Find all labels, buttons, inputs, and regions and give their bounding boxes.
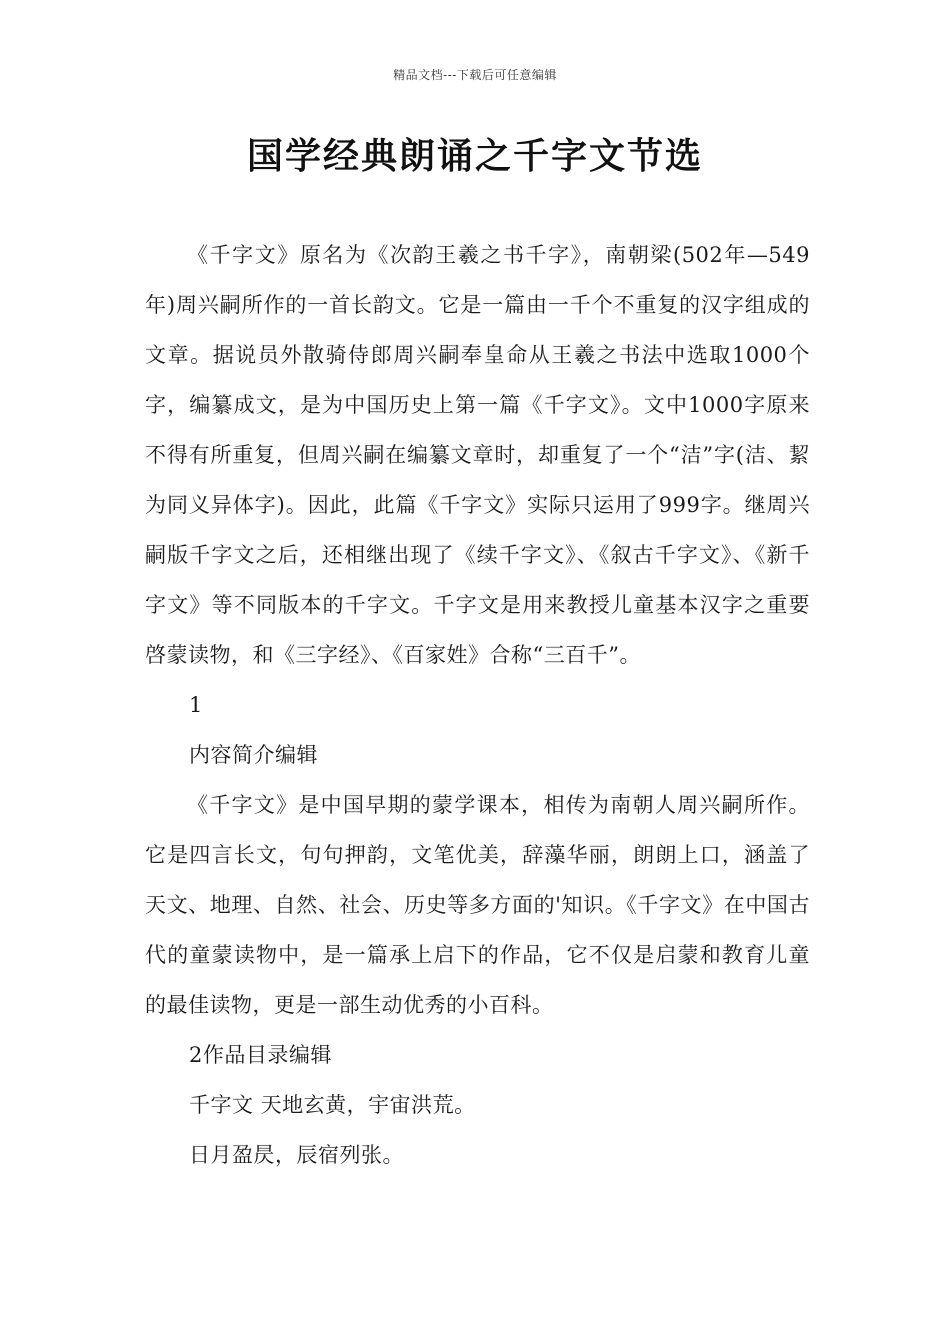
- section-heading-content: 内容简介编辑: [189, 743, 318, 767]
- section-heading-catalog: 2作品目录编辑: [189, 1043, 332, 1067]
- document-body: [145, 230, 810, 1180]
- intro-paragraph: 《千字文》原名为《次韵王羲之书千字》，南朝梁(502年—549年)周兴嗣所作的一首长韵文。它是一篇由一千个不重复的汉字组成的文章。据说员外散骑侍郎周兴嗣奉皇命从王羲之书法中选取1000个字，编纂成文，是为中国历史上第一篇《千字文》。文中1000字原来不得有所重复，但周兴嗣在编纂文章时，却重复了一个“洁”字(洁、絜为同义异体字)。因此，此篇《千字文》实际只运用了999字。继周兴嗣版千字文之后，还相继出现了《续千字文》、《叙古千字文》、《新千字文》等不同版本的千字文。千字文是用来教授儿童基本汉字之重要啓蒙读物，和《三字经》、《百家姓》合称“三百千”。: [145, 243, 810, 667]
- verse-line-1: 千字文 天地玄黄，宇宙洪荒。: [189, 1093, 476, 1117]
- document-title: 国学经典朗诵之千字文节选: [246, 136, 703, 177]
- section-number: 1: [189, 693, 203, 717]
- verse-line-2: 日月盈昃，辰宿列张。: [189, 1143, 404, 1167]
- header-note: 精品文档---下载后可任意编辑: [393, 68, 557, 82]
- summary-paragraph: 《千字文》是中国早期的蒙学课本，相传为南朝人周兴嗣所作。它是四言长文，句句押韵，文笔优美，辞藻华丽，朗朗上口，涵盖了天文、地理、自然、社会、历史等多方面的'知识。《千字文》在中国古代的童蒙读物中，是一篇承上启下的作品，它不仅是启蒙和教育儿童的最佳读物，更是一部生动优秀的小百科。: [145, 793, 810, 1017]
